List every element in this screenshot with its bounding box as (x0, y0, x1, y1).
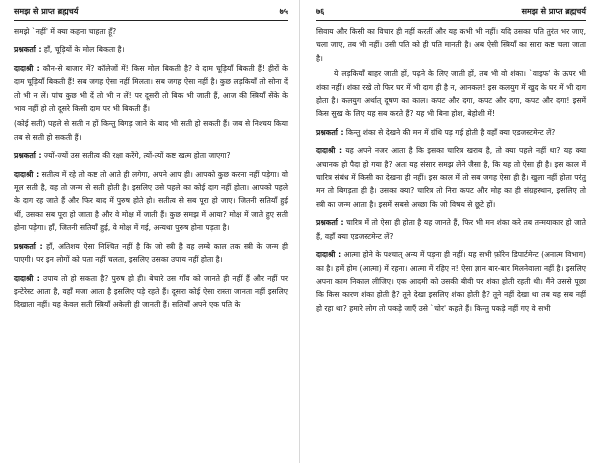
speaker-label: प्रश्नकर्ता : (14, 45, 42, 55)
paragraph-text: यह अपने नजर आता है कि इसका चारित्र खराब है, तो क्या पहले नहीं था? यह क्या अचानक हो पैदा हो गया है? अतः यह संसार समझ लेने जैसा है, कि यह तो ऐसा ही है। इस काल में चारित्र संबंध में किसी का देखना ही नहीं। इस काल में तो सब जगह ऐसा ही है। खुला नहीं होता परंतु मन तो बिगड़ता ही है। उसका क्या? चारित्र तो निरा कपट और मोह का ही संग्रहस्थान, इसलिए तो स्त्री का जन्म आता है। इसमें सबसे अच्छा कि जो विषय से छूटे हों। (316, 146, 587, 209)
left-page-header (14, 6, 288, 21)
speaker-label: प्रश्नकर्ता : (14, 151, 42, 161)
left-page-body (14, 25, 288, 312)
speaker-label: दादाश्री : (14, 63, 40, 73)
speaker-label: दादाश्री : (316, 250, 342, 260)
speaker-label: दादाश्री : (14, 169, 40, 179)
paragraph-text: किन्तु शंका से देखने की मन में ग्रंथि पड़ गई होती है वहाँ क्या एडजस्टमेन्ट लें? (343, 127, 556, 137)
speaker-label: दादाश्री : (14, 273, 40, 283)
paragraph-text: ज्यों-ज्यों उस सतीत्व की रक्षा करेंगे, त्यों-त्यों कष्ट खत्म होता जाएगा? (41, 151, 231, 161)
paragraph (14, 272, 288, 312)
paragraph-text: उपाय तो हो सकता है? पुरुष हो ही। बेचारे उस गाँव को जानते ही नहीं हैं और नहीं पर इन्टेरेस्ट आता है, वहाँ मजा आता है इसलिए पड़े रहते हैं। दूसरा कोई ऐसा रास्ता जानता नहीं इसलिए दिखाता नहीं। यह केवल सती स्त्रियाँ अकेली ही जानती हैं। सतियाँ अपने एक पति के (14, 273, 288, 310)
paragraph-text: (कोई सती) पहले से सती न हों किन्तु बिगड़ जाने के बाद भी सती हो सकती हैं। जब से निश्चय किया तब से सती हो सकती हैं। (14, 119, 288, 142)
paragraph-text: ये लड़कियाँ बाहर जाती हों, पढ़ने के लिए जाती हों, तब भी वो शंका। `वाइफ' के ऊपर भी शंका नहीं। शंका रखे तो फिर घर में भी दाग ही है न, आनकल! इस कलयुग में खुद के घर में भी दाग होता है। कलयुग अर्थात् दूषण का काल। कपट और दगा, कपट और दगा, कपट और दगा! इसमें किस सुख के लिए यह सब करते हैं? यह भी बिना होश, बेहोशी में! (316, 69, 586, 119)
paragraph (316, 67, 586, 121)
right-page (300, 0, 600, 463)
paragraph-text: हाँ, चूड़ियों के मोल बिकता है। (41, 45, 125, 55)
paragraph-text: आत्मा होने के पश्चात् अन्य में पड़ना ही नहीं। यह सभी फ़ॉरेन डिपार्टमेन्ट (अनात्म विभाग) का है। हमें होम (आत्मा) में रहना। आत्मा में रहिए न! ऐसा ज्ञान बार-बार मिलनेवाला नहीं है। इसलिए अपना काम निकाल लीजिए। एक आदमी को उसकी बीवी पर शंका होती रहती थी। मैंने उससे पूछा कि किस कारण शंका होती है? तूने देखा इसलिए शंका होती है? तूने नहीं देखा था तब यह सब नहीं हो रहा था? हमारे लोग तो पकड़े जाएँ उसे `चोर' कहते हैं। किन्तु पकड़े नहीं गए वे सभी (316, 250, 586, 313)
paragraph-text: समझे `नहीं' में क्या कहना चाहता हूँ? (14, 27, 117, 36)
speaker-label: प्रश्नकर्ता : (316, 218, 344, 228)
paragraph-text: हाँ, अतिशय ऐसा निश्चित नहीं है कि जो स्त्री है वह लम्बे काल तक स्त्री के जन्म ही पाएगी। पर इन लोगों को पता नहीं चलता, इसलिए उसका उपाय नहीं होता है। (14, 241, 288, 265)
speaker-label: दादाश्री : (316, 146, 342, 156)
paragraph (14, 149, 288, 162)
speaker-label: प्रश्नकर्ता : (316, 127, 344, 137)
paragraph (316, 216, 586, 243)
paragraph (14, 25, 288, 38)
paragraph (14, 168, 288, 235)
left-page-number: ७५ (279, 7, 288, 16)
paragraph (316, 25, 586, 65)
paragraph-text: सतीत्व में रहे तो कष्ट तो आते ही लगेगा, अपने आप ही। आपको कुछ करना नहीं पड़ेगा। वो मूल सती है, वह तो जन्म से सती होती है। इसलिए उसे पहले का कोई दाग नहीं होता। आपको पहले के दाग रह जाते हैं और फिर बाद में पुरुष होते हो। सतीत्व से सब पूरा हो जाए। जितनी सतियाँ हुई थीं, उसका सब पूरा हो जाता है और वे मोक्ष में जाती हैं। कुछ समझ में आया? मोक्ष में जाते हुए सती होना पड़ेगा। हाँ, जितनी सतियाँ हुई, वे मोक्ष में गई, अन्यथा पुरुष होना पड़ता है। (14, 169, 288, 233)
paragraph (316, 144, 586, 211)
right-page-header (316, 6, 586, 21)
paragraph-text: कौन-से बाजार में? कॉलेजों में! किस मोल बिकती है? वे दाम चूड़ियाँ बिकती हैं! हीरों के दाम चूड़ियाँ बिकती हैं! सब जगह ऐसा नहीं मिलता। सब जगह ऐसा नहीं है। कुछ लड़कियाँ तो सोना दें तो भी न लें। पांच कुछ भी दें तो भी न लें! पर दूसरी तो बिक भी जाती हैं, आज की स्त्रियाँ सेंके के भाव नहीं हो तो दूसरे किसी दाम पर भी बिकती हैं। (14, 63, 288, 114)
paragraph (316, 126, 586, 139)
paragraph-text: सिवाय और किसी का विचार ही नहीं करतीं और यह कभी भी नहीं। यदि उसका पति तुरंत भर जाए, चला जाए, तब भी नहीं। उसी पति को ही पति मानती है। अब ऐसी स्त्रियाँ का सारा कष्ट चला जाता है। (316, 27, 586, 63)
speaker-label: प्रश्नकर्ता : (14, 241, 43, 251)
paragraph-text: चारित्र में तो ऐसा ही होता है यह जानते हैं, फिर भी मन शंका करे तब तन्मयाकार हो जाते हैं, वहाँ क्या एडजस्टमेन्ट लें? (316, 218, 587, 241)
right-page-number: ७६ (316, 7, 325, 16)
right-page-body (316, 25, 586, 315)
paragraph (14, 43, 288, 56)
left-header-title: समझ से प्राप्त ब्रह्मचर्य (14, 7, 79, 16)
paragraph (14, 62, 288, 116)
paragraph (316, 248, 586, 315)
paragraph (14, 117, 288, 144)
right-header-title: समझ से प्राप्त ब्रह्मचर्य (521, 7, 586, 16)
paragraph (14, 240, 288, 267)
